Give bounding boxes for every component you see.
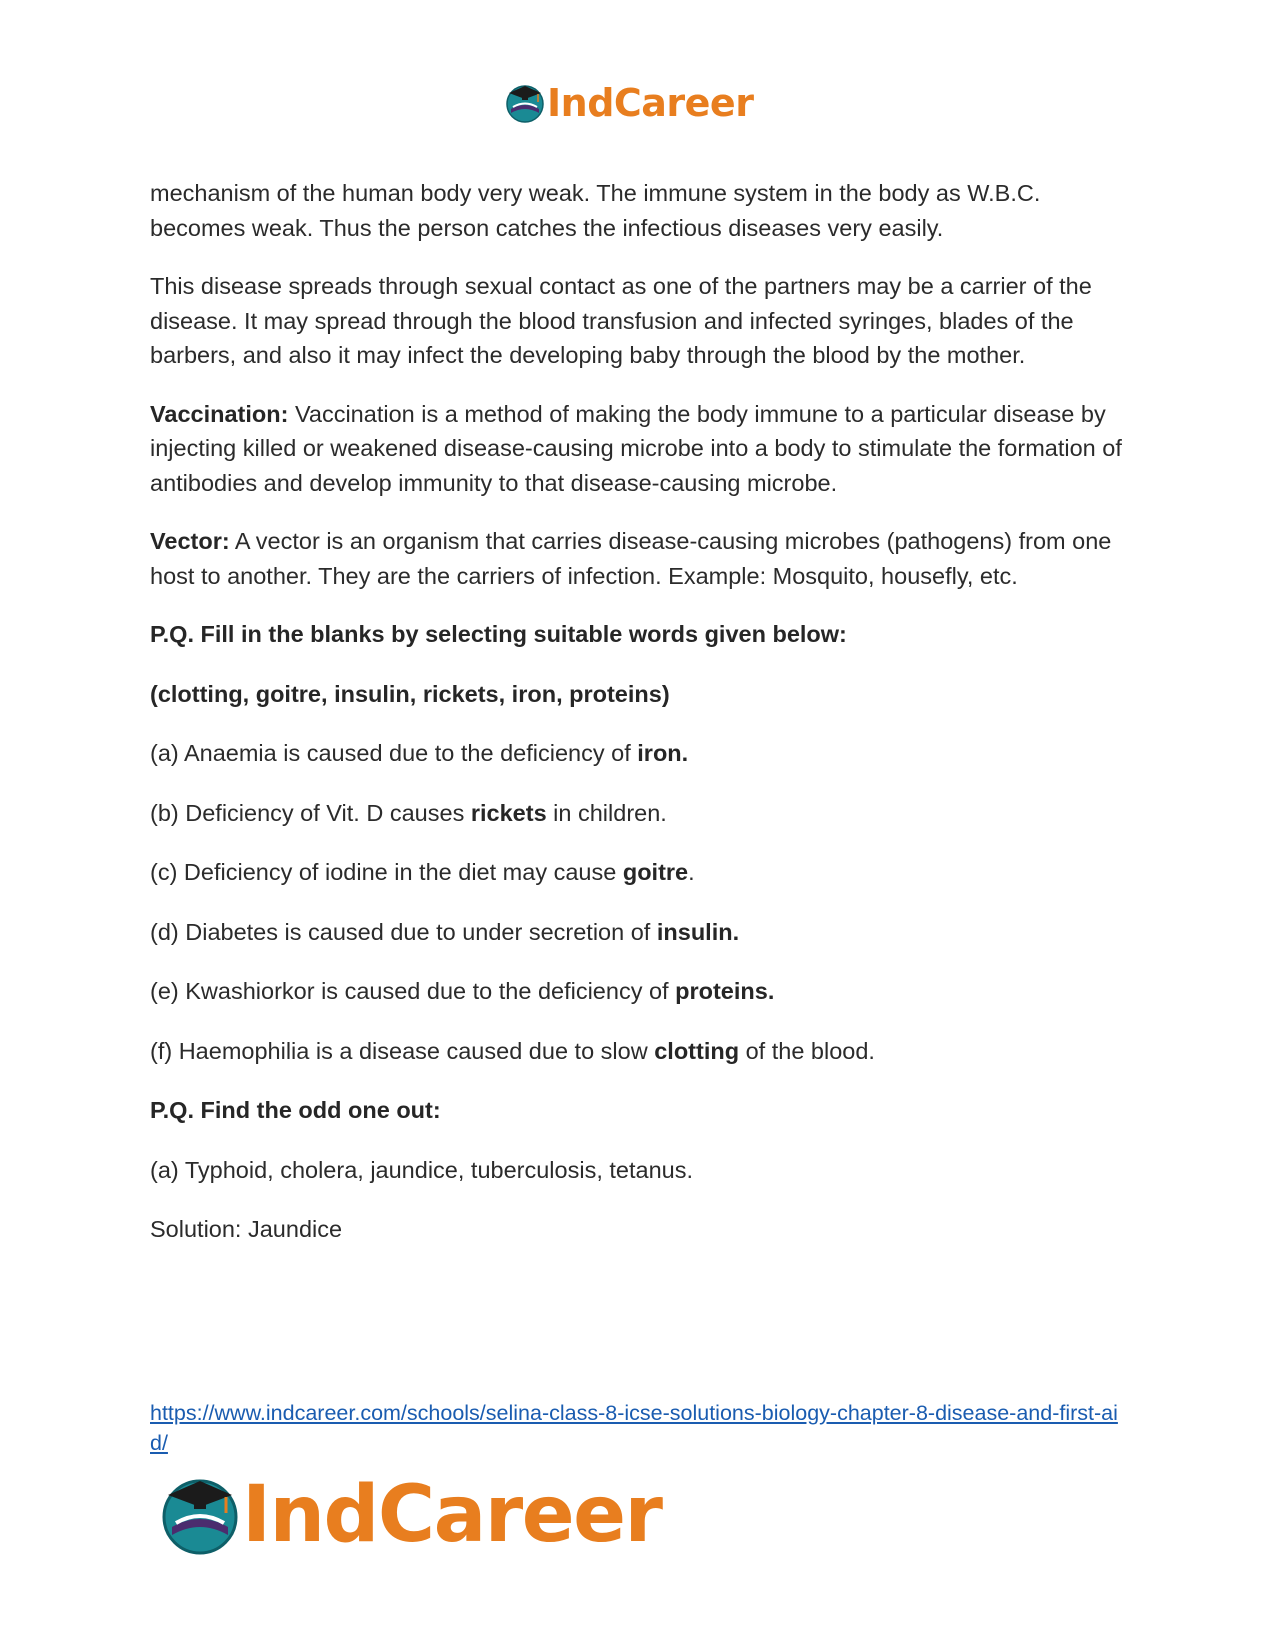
answer-word: clotting xyxy=(654,1037,740,1064)
definition-text: A vector is an organism that carries disease-causing microbes (pathogens) from one host to another. They are the carriers of infection. Example: Mosquito, housefly, etc. xyxy=(150,528,1112,589)
question-heading xyxy=(150,617,1135,652)
source-link[interactable]: https://www.indcareer.com/schools/selina-class-8-icse-solutions-biology-chapter-8-disease-and-first-aid/ xyxy=(150,1401,1118,1455)
word-bank-text: (clotting, goitre, insulin, rickets, iron, proteins) xyxy=(150,680,670,707)
answer-item xyxy=(150,1034,1135,1069)
answer-word: proteins. xyxy=(675,978,775,1004)
answer-word: iron. xyxy=(637,740,689,766)
item-text: in children. xyxy=(546,799,667,826)
paragraph: mechanism of the human body very weak. The immune system in the body as W.B.C. becomes weak. Thus the person catches the infectious diseases very easily. xyxy=(150,180,1041,241)
item-text: . xyxy=(688,859,695,885)
source-link-block xyxy=(150,1398,1135,1458)
logo-text: IndCareer xyxy=(242,1470,662,1560)
answer-item xyxy=(150,736,1135,771)
paragraph: This disease spreads through sexual contact as one of the partners may be a carrier of the disease. It may spread through the blood transfusion and infected syringes, blades of the barbers, and also it may infect the developing baby through the blood by the mother. xyxy=(150,273,1092,368)
item-text: (d) Diabetes is caused due to under secretion of xyxy=(150,918,657,945)
item-text: (a) Anaemia is caused due to the deficiency of xyxy=(150,740,638,766)
answer-word: insulin. xyxy=(656,918,740,945)
globe-graduation-cap-icon xyxy=(505,83,545,123)
term-label: Vector: xyxy=(150,528,230,554)
header-logo xyxy=(505,80,753,126)
item-text: (f) Haemophilia is a disease caused due to slow xyxy=(150,1037,655,1064)
item-text: (b) Deficiency of Vit. D causes xyxy=(150,799,471,826)
heading-text: P.Q. Fill in the blanks by selecting suitable words given below: xyxy=(150,621,847,647)
footer-logo xyxy=(160,1470,662,1560)
logo-text: IndCareer xyxy=(547,81,754,125)
answer-item xyxy=(150,974,1135,1009)
term-label: Vaccination: xyxy=(150,400,289,427)
main-content xyxy=(150,176,1135,1272)
globe-graduation-cap-icon xyxy=(160,1475,240,1555)
question-heading xyxy=(150,1093,1135,1128)
answer-item xyxy=(150,855,1135,890)
answer-item xyxy=(150,796,1135,831)
item-text: (c) Deficiency of iodine in the diet may cause xyxy=(150,859,623,885)
definition-text: Vaccination is a method of making the body immune to a particular disease by injecting killed or weakened disease-causing microbe into a body to stimulate the formation of antibodies and develop immunity to that disease-causing microbe. xyxy=(150,400,1122,496)
question-item: (a) Typhoid, cholera, jaundice, tuberculosis, tetanus. xyxy=(150,1156,693,1183)
heading-text: P.Q. Find the odd one out: xyxy=(150,1097,441,1123)
answer-word: goitre xyxy=(622,859,689,885)
item-text: (e) Kwashiorkor is caused due to the deficiency of xyxy=(150,978,676,1004)
answer-item xyxy=(150,915,1135,950)
solution-text: Solution: Jaundice xyxy=(150,1216,343,1242)
vaccination-definition xyxy=(150,397,1135,501)
vector-definition xyxy=(150,524,1135,593)
item-text: of the blood. xyxy=(739,1037,875,1064)
word-bank xyxy=(150,677,1135,712)
answer-word: rickets xyxy=(470,799,547,826)
